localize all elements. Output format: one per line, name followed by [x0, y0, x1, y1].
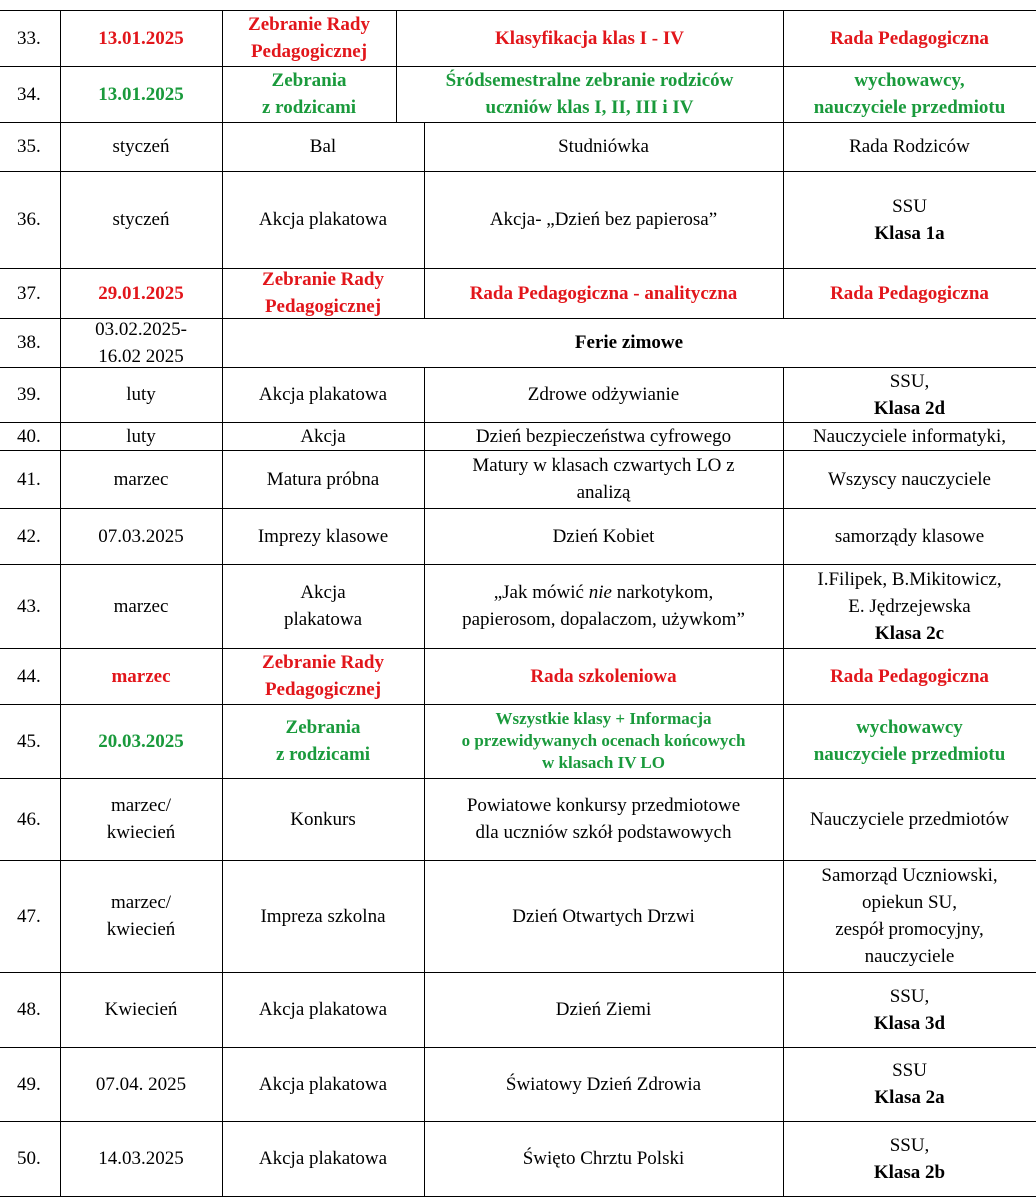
- topic-line: Dzień Ziemi: [555, 999, 652, 1020]
- form-line: Imprezy klasowe: [257, 525, 389, 547]
- date-line: 14.03.2025: [98, 1148, 184, 1169]
- column-border: [222, 508, 223, 564]
- topic-line: Akcja- „Dzień bez papierosa”: [489, 209, 718, 230]
- topic-line: o przewidywanych ocenach końcowych: [461, 731, 746, 750]
- row-number: [0, 422, 60, 450]
- column-border: [424, 422, 425, 450]
- column-border: [783, 122, 784, 171]
- row-border: [0, 10, 1036, 11]
- date-line: kwiecień: [106, 822, 176, 843]
- row-number: [0, 10, 60, 66]
- date-cell: [60, 972, 222, 1047]
- column-border: [783, 860, 784, 972]
- row-number-text: 40.: [17, 425, 41, 447]
- resp-line: Samorząd Uczniowski,: [821, 865, 998, 886]
- form-line: Pedagogicznej: [264, 679, 382, 700]
- topic-cell: [424, 1047, 783, 1121]
- date-line: marzec: [111, 665, 171, 687]
- row-border: [0, 318, 1036, 319]
- column-border: [222, 268, 223, 318]
- resp-line: Nauczyciele przedmiotów: [810, 808, 1009, 830]
- topic-line: Studniówka: [558, 136, 649, 157]
- topic-cell: [424, 564, 783, 648]
- form-cell: [222, 171, 424, 268]
- topic-line: analizą: [576, 482, 631, 503]
- topic-line: Matury w klasach czwartych LO z: [472, 455, 735, 476]
- row-number: [0, 450, 60, 508]
- date-line: marzec: [113, 468, 169, 490]
- column-border: [783, 450, 784, 508]
- row-number: [0, 171, 60, 268]
- row-number: [0, 1121, 60, 1196]
- responsible-cell: [783, 778, 1036, 860]
- topic-cell: [424, 422, 783, 450]
- topic-line: Światowy Dzień Zdrowia: [505, 1073, 702, 1095]
- date-line: 07.04. 2025: [95, 1073, 187, 1095]
- responsible-cell: [783, 508, 1036, 564]
- column-border: [222, 10, 223, 66]
- column-border: [783, 367, 784, 422]
- form-cell: [222, 648, 424, 704]
- row-number-text: 45.: [17, 730, 41, 752]
- resp-line: opiekun SU,: [862, 892, 957, 913]
- row-number: [0, 1047, 60, 1121]
- column-border: [424, 508, 425, 564]
- date-line: marzec/: [110, 795, 172, 816]
- column-border: [424, 171, 425, 268]
- row-border: [0, 268, 1036, 269]
- topic-cell: [424, 171, 783, 268]
- column-border: [60, 860, 61, 972]
- row-number: [0, 367, 60, 422]
- row-border: [0, 171, 1036, 172]
- date-line: 20.03.2025: [98, 730, 184, 752]
- resp-line: SSU,: [889, 370, 930, 392]
- column-border: [60, 1121, 61, 1196]
- row-border: [0, 66, 1036, 67]
- column-border: [222, 318, 223, 367]
- date-cell: [60, 860, 222, 972]
- form-line: Akcja plakatowa: [258, 209, 388, 230]
- row-number: [0, 972, 60, 1047]
- column-border: [222, 367, 223, 422]
- row-number-text: 38.: [17, 332, 41, 353]
- column-border: [783, 10, 784, 66]
- row-border: [0, 972, 1036, 973]
- row-number: [0, 778, 60, 860]
- date-cell: [60, 422, 222, 450]
- column-border: [222, 1047, 223, 1121]
- row-number-text: 37.: [17, 282, 41, 304]
- topic-line: Zdrowe odżywianie: [527, 384, 680, 405]
- responsible-cell: [783, 367, 1036, 422]
- column-border: [783, 1047, 784, 1121]
- column-border: [424, 860, 425, 972]
- column-border: [222, 860, 223, 972]
- topic-cell: [424, 367, 783, 422]
- topic-line: Dzień bezpieczeństwa cyfrowego: [475, 425, 732, 447]
- topic-line: Święto Chrztu Polski: [522, 1148, 685, 1169]
- resp-line: E. Jędrzejewska: [848, 595, 971, 617]
- form-cell: [222, 564, 424, 648]
- column-border: [783, 171, 784, 268]
- row-number-text: 49.: [17, 1073, 41, 1095]
- column-border: [222, 648, 223, 704]
- form-cell: [222, 450, 424, 508]
- row-number: [0, 704, 60, 778]
- topic-line: Klasyfikacja klas I - IV: [495, 27, 684, 49]
- form-line: Impreza szkolna: [260, 905, 386, 927]
- date-cell: [60, 564, 222, 648]
- row-number: [0, 564, 60, 648]
- date-line: 07.03.2025: [98, 525, 184, 547]
- form-line: Zebrania: [285, 717, 361, 738]
- row-number: [0, 648, 60, 704]
- date-line: Kwiecień: [104, 999, 178, 1020]
- topic-cell: [424, 704, 783, 778]
- row-border: [0, 422, 1036, 423]
- form-cell: [222, 122, 424, 171]
- row-number-text: 50.: [17, 1148, 41, 1169]
- date-cell: [60, 450, 222, 508]
- row-border: [0, 367, 1036, 368]
- topic-line: Rada Pedagogiczna - analityczna: [469, 282, 738, 304]
- responsible-cell: [783, 66, 1036, 122]
- form-line: z rodzicami: [275, 744, 371, 765]
- resp-line: nauczyciele przedmiotu: [813, 744, 1006, 765]
- date-line: 13.01.2025: [98, 27, 184, 49]
- column-border: [424, 1121, 425, 1196]
- column-border: [60, 66, 61, 122]
- form-line: Zebranie Rady: [248, 14, 370, 35]
- row-border: [0, 450, 1036, 451]
- column-border: [424, 648, 425, 704]
- resp-line: Rada Pedagogiczna: [830, 27, 989, 49]
- row-border: [0, 508, 1036, 509]
- row-number: [0, 268, 60, 318]
- column-border: [60, 648, 61, 704]
- resp-line: nauczyciele przedmiotu: [813, 97, 1006, 118]
- row-border: [0, 860, 1036, 861]
- topic-cell: [424, 648, 783, 704]
- responsible-cell: [783, 1121, 1036, 1196]
- resp-line: SSU,: [889, 985, 930, 1007]
- date-cell: [60, 122, 222, 171]
- resp-line: zespół promocyjny,: [835, 919, 984, 940]
- column-border: [60, 122, 61, 171]
- form-cell: [222, 508, 424, 564]
- form-line: Pedagogicznej: [250, 41, 368, 62]
- date-cell: [60, 10, 222, 66]
- form-line: Matura próbna: [266, 468, 380, 490]
- form-cell: [222, 367, 424, 422]
- topic-cell: [424, 860, 783, 972]
- row-number-text: 39.: [17, 384, 41, 405]
- date-cell: [60, 318, 222, 367]
- resp-line: SSU: [892, 195, 927, 217]
- topic-cell: [396, 66, 783, 122]
- column-border: [783, 704, 784, 778]
- column-border: [424, 778, 425, 860]
- row-number-text: 43.: [17, 595, 41, 617]
- topic-cell: [424, 972, 783, 1047]
- row-number-text: 44.: [17, 665, 41, 687]
- form-line: Akcja plakatowa: [258, 384, 388, 405]
- responsible-cell: [783, 648, 1036, 704]
- topic-line: uczniów klas I, II, III i IV: [485, 97, 694, 118]
- form-line: Zebranie Rady: [262, 652, 384, 673]
- column-border: [222, 704, 223, 778]
- resp-line: Rada Pedagogiczna: [830, 282, 989, 304]
- form-line: Akcja plakatowa: [258, 1148, 388, 1169]
- topic-cell: [424, 122, 783, 171]
- form-cell: [222, 268, 424, 318]
- date-line: 29.01.2025: [98, 282, 184, 304]
- topic-cell: [424, 508, 783, 564]
- row-number-text: 34.: [17, 83, 41, 105]
- date-cell: [60, 268, 222, 318]
- date-cell: [60, 778, 222, 860]
- resp-line: Rada Rodziców: [849, 136, 970, 157]
- row-number-text: 41.: [17, 468, 41, 490]
- form-line: Akcja: [300, 425, 346, 447]
- column-border: [222, 450, 223, 508]
- resp-line: SSU,: [889, 1134, 930, 1156]
- topic-line: Rada szkoleniowa: [530, 665, 677, 687]
- column-border: [222, 564, 223, 648]
- column-border: [60, 972, 61, 1047]
- topic-cell: [424, 268, 783, 318]
- date-cell: [60, 1047, 222, 1121]
- column-border: [60, 10, 61, 66]
- column-border: [424, 1047, 425, 1121]
- form-line: z rodzicami: [261, 97, 357, 118]
- resp-line: wychowawcy,: [854, 70, 965, 91]
- column-border: [424, 704, 425, 778]
- topic-cell: [424, 778, 783, 860]
- column-border: [60, 318, 61, 367]
- topic-line: Dzień Kobiet: [552, 525, 655, 547]
- resp-line: nauczyciele: [864, 946, 955, 967]
- form-cell: [222, 66, 396, 122]
- form-cell: [222, 1047, 424, 1121]
- column-border: [222, 422, 223, 450]
- topic-line: Powiatowe konkursy przedmiotowe: [466, 795, 741, 816]
- row-border: [0, 704, 1036, 705]
- merged-text: Ferie zimowe: [574, 332, 684, 353]
- form-line: Pedagogicznej: [264, 296, 382, 317]
- emphasis-word: nie: [588, 582, 612, 603]
- row-number-text: 47.: [17, 905, 41, 927]
- form-cell: [222, 422, 424, 450]
- column-border: [222, 171, 223, 268]
- resp-line: Klasa 3d: [873, 1012, 946, 1034]
- date-cell: [60, 171, 222, 268]
- form-cell: [222, 704, 424, 778]
- column-border: [222, 66, 223, 122]
- column-border: [60, 778, 61, 860]
- resp-line: wychowawcy: [856, 717, 963, 738]
- form-line: Konkurs: [290, 808, 356, 830]
- responsible-cell: [783, 268, 1036, 318]
- responsible-cell: [783, 422, 1036, 450]
- column-border: [222, 122, 223, 171]
- topic-line: Wszystkie klasy + Informacja: [495, 709, 712, 728]
- date-cell: [60, 704, 222, 778]
- column-border: [424, 268, 425, 318]
- form-cell: [222, 10, 396, 66]
- merged-cell: [222, 318, 1036, 367]
- topic-line: w klasach IV LO: [542, 753, 665, 772]
- row-number-text: 35.: [17, 136, 41, 157]
- date-line: 03.02.2025-: [95, 318, 187, 340]
- column-border: [60, 422, 61, 450]
- form-line: plakatowa: [283, 609, 363, 630]
- row-number-text: 42.: [17, 525, 41, 547]
- resp-line: Rada Pedagogiczna: [830, 665, 989, 687]
- row-number-text: 33.: [17, 27, 41, 49]
- column-border: [60, 1047, 61, 1121]
- column-border: [60, 450, 61, 508]
- column-border: [783, 778, 784, 860]
- resp-line: I.Filipek, B.Mikitowicz,: [817, 568, 1002, 590]
- column-border: [783, 972, 784, 1047]
- column-border: [783, 66, 784, 122]
- date-line: styczeń: [112, 136, 170, 157]
- row-number: [0, 66, 60, 122]
- column-border: [783, 564, 784, 648]
- resp-line: samorządy klasowe: [834, 525, 985, 547]
- responsible-cell: [783, 972, 1036, 1047]
- row-border: [0, 564, 1036, 565]
- resp-line: Klasa 2a: [874, 1087, 945, 1108]
- date-cell: [60, 1121, 222, 1196]
- column-border: [783, 648, 784, 704]
- date-line: 13.01.2025: [98, 83, 184, 105]
- row-border: [0, 1121, 1036, 1122]
- row-number-text: 48.: [17, 999, 41, 1020]
- column-border: [783, 1121, 784, 1196]
- column-border: [60, 171, 61, 268]
- resp-line: Wszyscy nauczyciele: [828, 468, 991, 490]
- form-line: Akcja plakatowa: [258, 999, 388, 1020]
- form-line: Akcja plakatowa: [258, 1073, 388, 1095]
- column-border: [60, 367, 61, 422]
- resp-line: Klasa 1a: [874, 222, 945, 244]
- form-line: Zebranie Rady: [262, 269, 384, 290]
- topic-line: Śródsemestralne zebranie rodziców: [445, 70, 734, 91]
- row-number: [0, 318, 60, 367]
- form-line: Bal: [309, 136, 337, 157]
- topic-line: „Jak mówić nie narkotykom,: [493, 582, 714, 603]
- responsible-cell: [783, 860, 1036, 972]
- column-border: [60, 508, 61, 564]
- responsible-cell: [783, 122, 1036, 171]
- column-border: [424, 450, 425, 508]
- resp-line: Klasa 2c: [874, 622, 945, 644]
- row-number: [0, 860, 60, 972]
- row-number-text: 46.: [17, 808, 41, 830]
- column-border: [222, 778, 223, 860]
- column-border: [424, 122, 425, 171]
- date-line: styczeń: [112, 209, 170, 230]
- form-cell: [222, 860, 424, 972]
- resp-line: SSU: [892, 1060, 927, 1081]
- topic-cell: [396, 10, 783, 66]
- row-border: [0, 778, 1036, 779]
- form-line: Zebrania: [271, 70, 347, 91]
- column-border: [424, 564, 425, 648]
- responsible-cell: [783, 1047, 1036, 1121]
- date-line: marzec: [113, 595, 169, 617]
- form-cell: [222, 778, 424, 860]
- topic-cell: [424, 1121, 783, 1196]
- row-border: [0, 122, 1036, 123]
- date-cell: [60, 508, 222, 564]
- date-cell: [60, 66, 222, 122]
- column-border: [424, 972, 425, 1047]
- date-cell: [60, 367, 222, 422]
- responsible-cell: [783, 564, 1036, 648]
- topic-line: Dzień Otwartych Drzwi: [512, 905, 695, 927]
- resp-line: Klasa 2b: [873, 1161, 946, 1183]
- topic-line: papierosom, dopalaczom, używkom”: [462, 609, 745, 630]
- column-border: [60, 268, 61, 318]
- column-border: [222, 1121, 223, 1196]
- responsible-cell: [783, 171, 1036, 268]
- column-border: [424, 367, 425, 422]
- date-line: kwiecień: [106, 919, 176, 940]
- date-cell: [60, 648, 222, 704]
- row-number: [0, 508, 60, 564]
- row-number: [0, 122, 60, 171]
- date-line: marzec/: [110, 892, 172, 913]
- row-border: [0, 1047, 1036, 1048]
- column-border: [396, 66, 397, 122]
- form-line: Akcja: [300, 582, 346, 603]
- date-line: luty: [126, 425, 156, 447]
- column-border: [783, 422, 784, 450]
- form-cell: [222, 1121, 424, 1196]
- responsible-cell: [783, 704, 1036, 778]
- topic-cell: [424, 450, 783, 508]
- responsible-cell: [783, 10, 1036, 66]
- form-cell: [222, 972, 424, 1047]
- row-border: [0, 648, 1036, 649]
- resp-line: Klasa 2d: [873, 397, 946, 419]
- column-border: [60, 564, 61, 648]
- row-number-text: 36.: [17, 209, 41, 230]
- column-border: [783, 508, 784, 564]
- resp-line: Nauczyciele informatyki,: [812, 425, 1007, 447]
- column-border: [396, 10, 397, 66]
- topic-line: dla uczniów szkół podstawowych: [475, 822, 732, 843]
- column-border: [60, 704, 61, 778]
- column-border: [222, 972, 223, 1047]
- date-line: luty: [126, 384, 156, 405]
- responsible-cell: [783, 450, 1036, 508]
- column-border: [783, 268, 784, 318]
- date-line: 16.02 2025: [98, 345, 184, 367]
